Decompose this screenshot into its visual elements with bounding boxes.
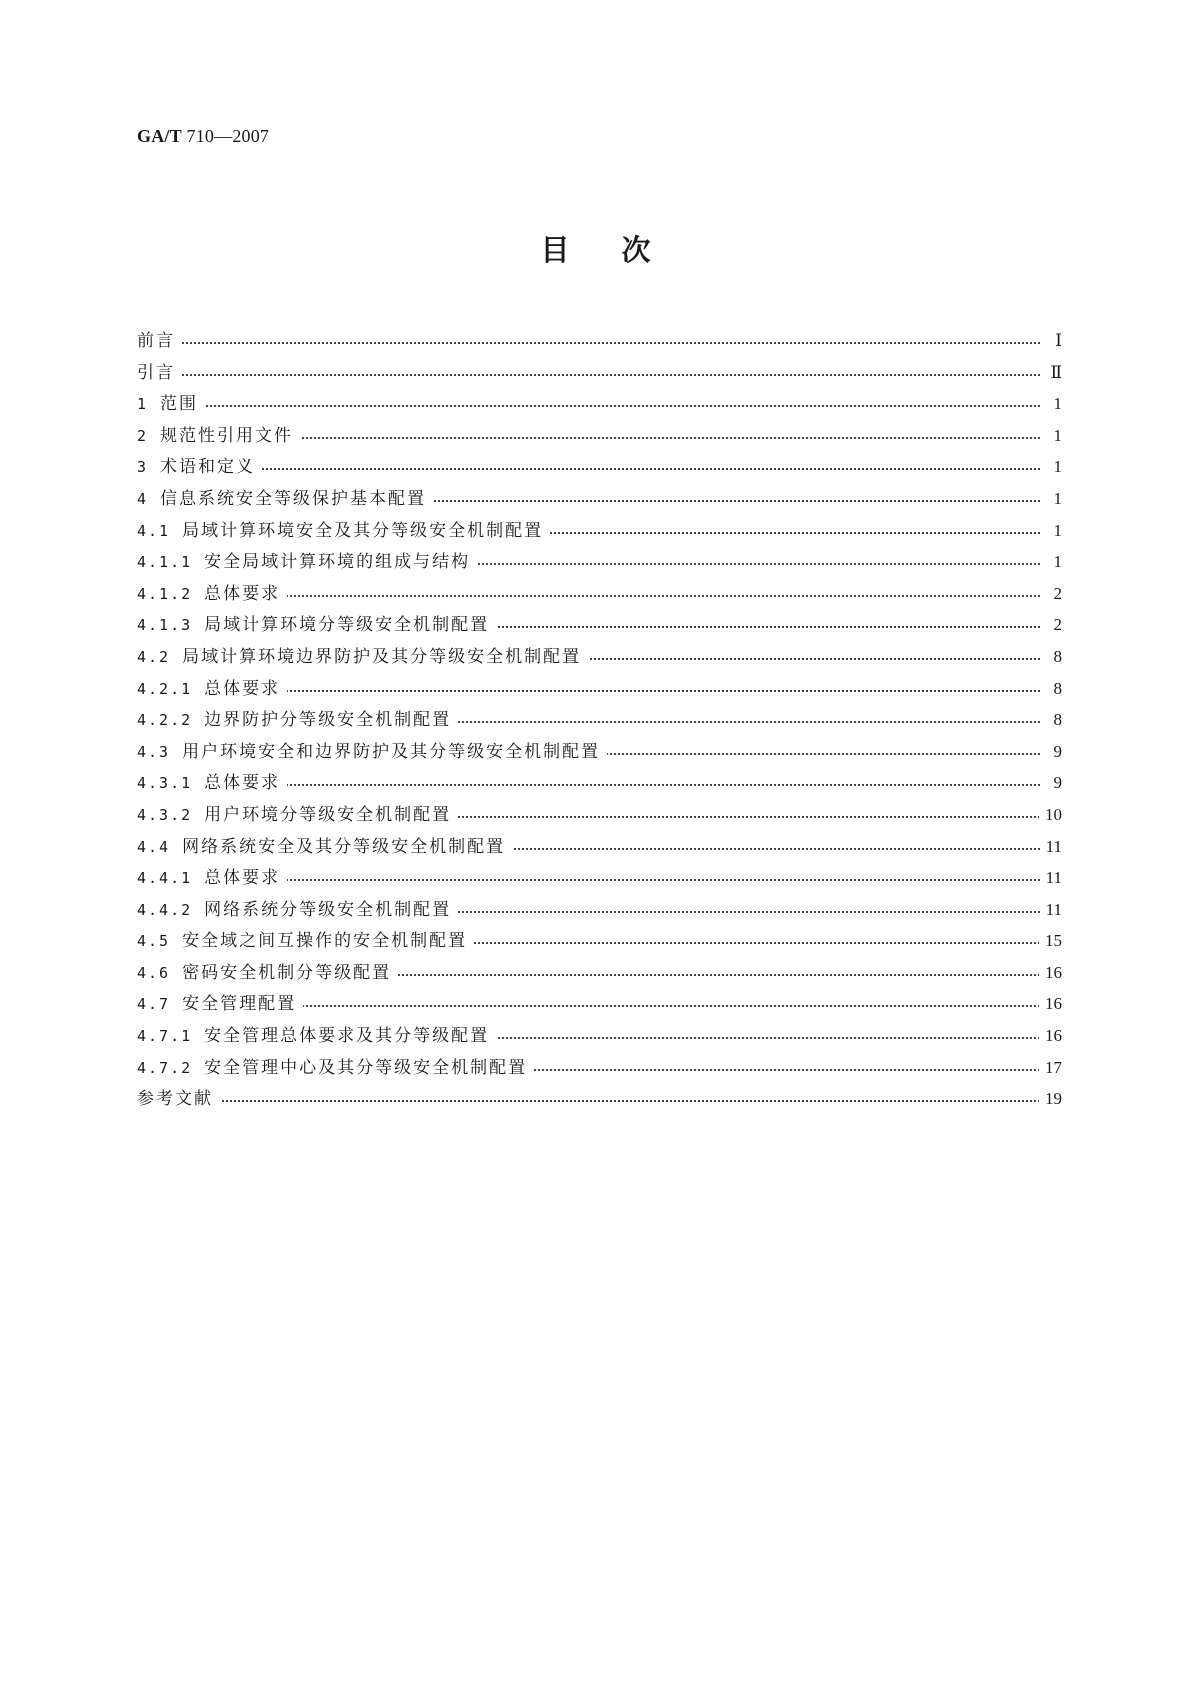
toc-entry[interactable] <box>137 426 1062 458</box>
toc-leader-dots <box>137 468 1040 470</box>
toc-entry-label <box>137 837 512 857</box>
toc-entry-number: 4.6 <box>137 963 171 982</box>
toc-entry-number: 4 <box>137 489 149 508</box>
toc-entry-title: 局域计算环境分等级安全机制配置 <box>204 615 490 636</box>
toc-entry[interactable] <box>137 805 1062 837</box>
toc-entry-number: 4.5 <box>137 932 171 951</box>
toc-entry-label <box>137 489 433 509</box>
toc-entry[interactable] <box>137 931 1062 963</box>
toc-entry-page: 1 <box>1048 489 1063 509</box>
toc-entry[interactable] <box>137 1026 1062 1058</box>
toc-entry-title: 前言 <box>137 331 175 351</box>
toc-entry-page: 15 <box>1039 931 1062 951</box>
toc-entry-title: 引言 <box>137 362 175 383</box>
toc-entry-page: 16 <box>1039 994 1062 1014</box>
toc-entry-number: 4.3.1 <box>137 774 193 793</box>
toc-entry-title: 总体要求 <box>204 868 281 889</box>
toc-entry[interactable] <box>137 837 1062 869</box>
toc-entry-number: 4.2.2 <box>137 711 193 730</box>
toc-entry-title: 总体要求 <box>204 773 281 794</box>
toc-entry-page: 10 <box>1039 805 1062 825</box>
toc-entry-label <box>137 394 205 414</box>
toc-entry-label <box>137 1089 220 1109</box>
toc-entry-page: 11 <box>1040 868 1062 888</box>
toc-entry-title: 安全管理总体要求及其分等级配置 <box>204 1026 490 1047</box>
toc-entry-label <box>137 742 607 762</box>
toc-entry-label <box>137 963 398 983</box>
document-code <box>137 126 269 147</box>
toc-entry-title: 网络系统安全及其分等级安全机制配置 <box>182 836 506 857</box>
toc-entry-number: 4.1 <box>137 521 171 540</box>
toc-entry-title: 信息系统安全等级保护基本配置 <box>160 488 427 509</box>
toc-entry-label <box>137 552 477 572</box>
toc-entry-label <box>137 1026 496 1046</box>
toc-entry[interactable] <box>137 742 1062 774</box>
toc-entry-label <box>137 457 262 477</box>
toc-entry-page: 1 <box>1048 552 1063 572</box>
page-title: 目次 <box>540 233 703 267</box>
toc-entry-title: 用户环境安全和边界防护及其分等级安全机制配置 <box>182 741 601 762</box>
toc-entry-page: 2 <box>1048 615 1063 635</box>
toc-entry-label <box>137 363 182 383</box>
table-of-contents <box>137 331 1062 1121</box>
toc-entry-label <box>137 426 300 446</box>
toc-entry[interactable] <box>137 521 1062 553</box>
toc-entry-title: 密码安全机制分等级配置 <box>182 962 392 983</box>
toc-entry[interactable] <box>137 710 1062 742</box>
toc-entry-title: 安全管理中心及其分等级安全机制配置 <box>204 1057 528 1078</box>
document-code-number: 710—2007 <box>186 126 270 146</box>
toc-leader-dots <box>137 374 1040 376</box>
toc-entry-title: 安全域之间互操作的安全机制配置 <box>182 931 468 952</box>
toc-leader-dots <box>137 342 1040 344</box>
toc-entry-number: 4.1.2 <box>137 584 193 603</box>
toc-entry-label <box>137 1058 534 1078</box>
toc-entry-number: 4.1.3 <box>137 616 193 635</box>
toc-entry[interactable] <box>137 679 1062 711</box>
toc-entry-page: 16 <box>1039 963 1062 983</box>
toc-entry[interactable] <box>137 1089 1062 1121</box>
toc-entry-title: 边界防护分等级安全机制配置 <box>204 710 452 731</box>
toc-leader-dots <box>137 405 1040 407</box>
toc-leader-dots <box>137 1100 1040 1102</box>
document-code-prefix: GA/T <box>137 126 182 146</box>
toc-entry[interactable] <box>137 615 1062 647</box>
toc-entry[interactable] <box>137 994 1062 1026</box>
toc-entry-page: Ⅱ <box>1044 363 1062 383</box>
toc-entry-title: 规范性引用文件 <box>160 425 294 446</box>
toc-entry-title: 网络系统分等级安全机制配置 <box>204 899 452 920</box>
toc-entry-page: 11 <box>1040 837 1062 857</box>
toc-entry-number: 4.3.2 <box>137 805 193 824</box>
toc-entry-page: 2 <box>1048 584 1063 604</box>
toc-entry-number: 2 <box>137 426 149 445</box>
toc-entry-number: 3 <box>137 458 149 477</box>
toc-entry[interactable] <box>137 963 1062 995</box>
toc-entry[interactable] <box>137 552 1062 584</box>
toc-entry-label <box>137 710 458 730</box>
toc-entry-number: 4.2 <box>137 647 171 666</box>
toc-entry[interactable] <box>137 394 1062 426</box>
toc-entry-page: 19 <box>1039 1089 1062 1109</box>
toc-entry-number: 4.7.1 <box>137 1027 193 1046</box>
toc-entry-label <box>137 647 588 667</box>
toc-entry[interactable] <box>137 584 1062 616</box>
toc-entry-page: 1 <box>1048 521 1063 541</box>
toc-entry-title: 局域计算环境安全及其分等级安全机制配置 <box>182 520 544 541</box>
toc-entry-number: 4.1.1 <box>137 553 193 572</box>
toc-entry-title: 局域计算环境边界防护及其分等级安全机制配置 <box>182 646 582 667</box>
toc-entry-page: 9 <box>1048 773 1063 793</box>
toc-entry-page: 9 <box>1048 742 1063 762</box>
toc-entry-page: Ⅰ <box>1049 331 1062 351</box>
toc-entry[interactable] <box>137 647 1062 679</box>
toc-entry-page: 8 <box>1048 710 1063 730</box>
toc-entry-page: 1 <box>1048 457 1063 477</box>
toc-entry-title: 术语和定义 <box>160 457 256 478</box>
toc-entry-page: 8 <box>1048 679 1063 699</box>
toc-entry[interactable] <box>137 773 1062 805</box>
toc-entry-title: 安全管理配置 <box>182 994 297 1015</box>
toc-entry-title: 安全局域计算环境的组成与结构 <box>204 552 471 573</box>
toc-entry[interactable] <box>137 363 1062 395</box>
toc-entry[interactable] <box>137 1058 1062 1090</box>
toc-entry-label <box>137 615 496 635</box>
toc-entry-label <box>137 994 303 1014</box>
toc-entry-title: 参考文献 <box>137 1089 213 1110</box>
toc-entry-title: 用户环境分等级安全机制配置 <box>204 804 452 825</box>
toc-entry-label <box>137 900 458 920</box>
toc-entry-number: 4.7.2 <box>137 1058 193 1077</box>
toc-entry-label <box>137 584 287 604</box>
toc-entry-label <box>137 521 550 541</box>
toc-entry-page: 11 <box>1040 900 1062 920</box>
toc-entry-label <box>137 773 287 793</box>
toc-entry-title: 总体要求 <box>204 583 281 604</box>
toc-entry-label <box>137 931 474 951</box>
toc-entry[interactable] <box>137 331 1062 363</box>
toc-entry-number: 4.4.1 <box>137 869 193 888</box>
toc-entry[interactable] <box>137 457 1062 489</box>
toc-entry-number: 4.3 <box>137 742 171 761</box>
toc-entry-title: 总体要求 <box>204 678 281 699</box>
toc-entry-page: 1 <box>1048 426 1063 446</box>
toc-entry-number: 4.4.2 <box>137 900 193 919</box>
toc-entry[interactable] <box>137 900 1062 932</box>
toc-entry-page: 8 <box>1048 647 1063 667</box>
toc-entry-page: 16 <box>1039 1026 1062 1046</box>
toc-entry-number: 4.7 <box>137 995 171 1014</box>
toc-entry-number: 4.2.1 <box>137 679 193 698</box>
toc-entry-title: 范围 <box>160 394 199 415</box>
toc-entry-page: 1 <box>1048 394 1063 414</box>
toc-entry-label <box>137 679 287 699</box>
toc-entry-number: 4.4 <box>137 837 171 856</box>
toc-entry-number: 1 <box>137 395 149 414</box>
toc-entry-label <box>137 805 458 825</box>
toc-entry-page: 17 <box>1039 1058 1062 1078</box>
toc-entry[interactable] <box>137 868 1062 900</box>
toc-entry[interactable] <box>137 489 1062 521</box>
toc-entry-label <box>137 331 182 351</box>
toc-entry-label <box>137 868 287 888</box>
